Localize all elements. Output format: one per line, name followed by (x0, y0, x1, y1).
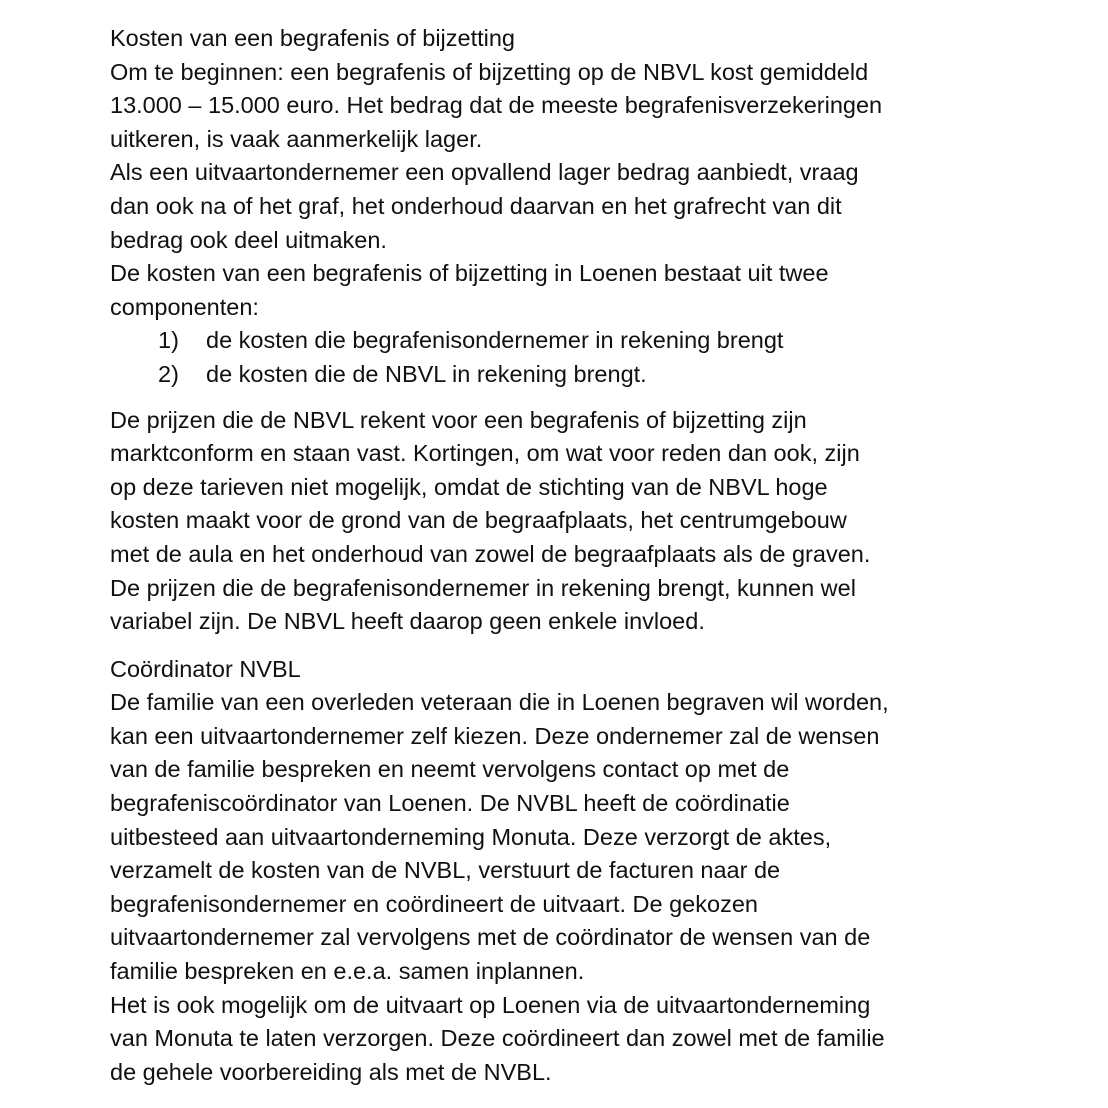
paragraph-familie (110, 686, 1070, 988)
text-line: bedrag ook deel uitmaken. (110, 226, 387, 253)
text-line: van Monuta te laten verzorgen. Deze coördineert dan zowel met de familie (110, 1025, 885, 1052)
text-line: met de aula en het onderhoud van zowel de begraafplaats als de graven. (110, 540, 871, 567)
paragraph-prijzen (110, 404, 1070, 639)
list-item-number: 1) (158, 327, 179, 354)
section-coordinator (110, 653, 1070, 1090)
text-line: 13.000 – 15.000 euro. Het bedrag dat de meeste begrafenisverzekeringen (110, 92, 883, 119)
text-line: dan ook na of het graf, het onderhoud daarvan en het grafrecht van dit (110, 192, 842, 219)
text-line: marktconform en staan vast. Kortingen, om wat voor reden dan ook, zijn (110, 440, 860, 467)
text-line: begrafenisondernemer en coördineert de uitvaart. De gekozen (110, 890, 758, 917)
text-line: componenten: (110, 293, 259, 320)
section-kosten (110, 22, 1070, 639)
components-list (110, 324, 1070, 391)
paragraph-monuta (110, 989, 1070, 1090)
text-line: uitvaartondernemer zal vervolgens met de coördinator de wensen van de (110, 924, 871, 951)
text-line: Als een uitvaartondernemer een opvallend lager bedrag aanbiedt, vraag (110, 159, 859, 186)
text-line: familie bespreken en e.e.a. samen inplannen. (110, 958, 585, 985)
paragraph-componenten (110, 257, 1070, 324)
heading-kosten: Kosten van een begrafenis of bijzetting (110, 25, 515, 51)
text-line: op deze tarieven niet mogelijk, omdat de stichting van de NBVL hoge (110, 473, 828, 500)
text-line: van de familie bespreken en neemt vervolgens contact op met de (110, 756, 790, 783)
list-item-number: 2) (158, 360, 179, 387)
text-line: begrafeniscoördinator van Loenen. De NVBL heeft de coördinatie (110, 790, 790, 817)
list-item-text: de kosten die begrafenisondernemer in rekening brengt (206, 327, 784, 354)
spacer (110, 639, 1070, 653)
heading-coordinator: Coördinator NVBL (110, 655, 301, 682)
text-line: variabel zijn. De NBVL heeft daarop geen enkele invloed. (110, 608, 705, 635)
text-line: De prijzen die de NBVL rekent voor een begrafenis of bijzetting zijn (110, 406, 807, 433)
paragraph-gemiddelde-kosten (110, 56, 1070, 157)
document-page (110, 22, 1070, 1089)
paragraph-lager-bedrag (110, 156, 1070, 257)
text-line: De familie van een overleden veteraan die in Loenen begraven wil worden, (110, 689, 889, 716)
text-line: kosten maakt voor de grond van de begraafplaats, het centrumgebouw (110, 507, 847, 534)
text-line: uitkeren, is vaak aanmerkelijk lager. (110, 125, 483, 152)
text-line: Het is ook mogelijk om de uitvaart op Loenen via de uitvaartonderneming (110, 991, 871, 1018)
spacer (110, 392, 1070, 404)
list-item (110, 358, 1070, 392)
text-line: kan een uitvaartondernemer zelf kiezen. Deze ondernemer zal de wensen (110, 722, 880, 749)
text-line: uitbesteed aan uitvaartonderneming Monuta. Deze verzorgt de aktes, (110, 823, 832, 850)
text-line: verzamelt de kosten van de NVBL, verstuurt de facturen naar de (110, 857, 781, 884)
text-line: De prijzen die de begrafenisondernemer in rekening brengt, kunnen wel (110, 574, 856, 601)
text-line: de gehele voorbereiding als met de NVBL. (110, 1058, 552, 1085)
list-item-text: de kosten die de NBVL in rekening brengt. (206, 360, 647, 387)
text-line: De kosten van een begrafenis of bijzetting in Loenen bestaat uit twee (110, 260, 829, 287)
text-line: Om te beginnen: een begrafenis of bijzetting op de NBVL kost gemiddeld (110, 58, 869, 85)
list-item (110, 324, 1070, 358)
